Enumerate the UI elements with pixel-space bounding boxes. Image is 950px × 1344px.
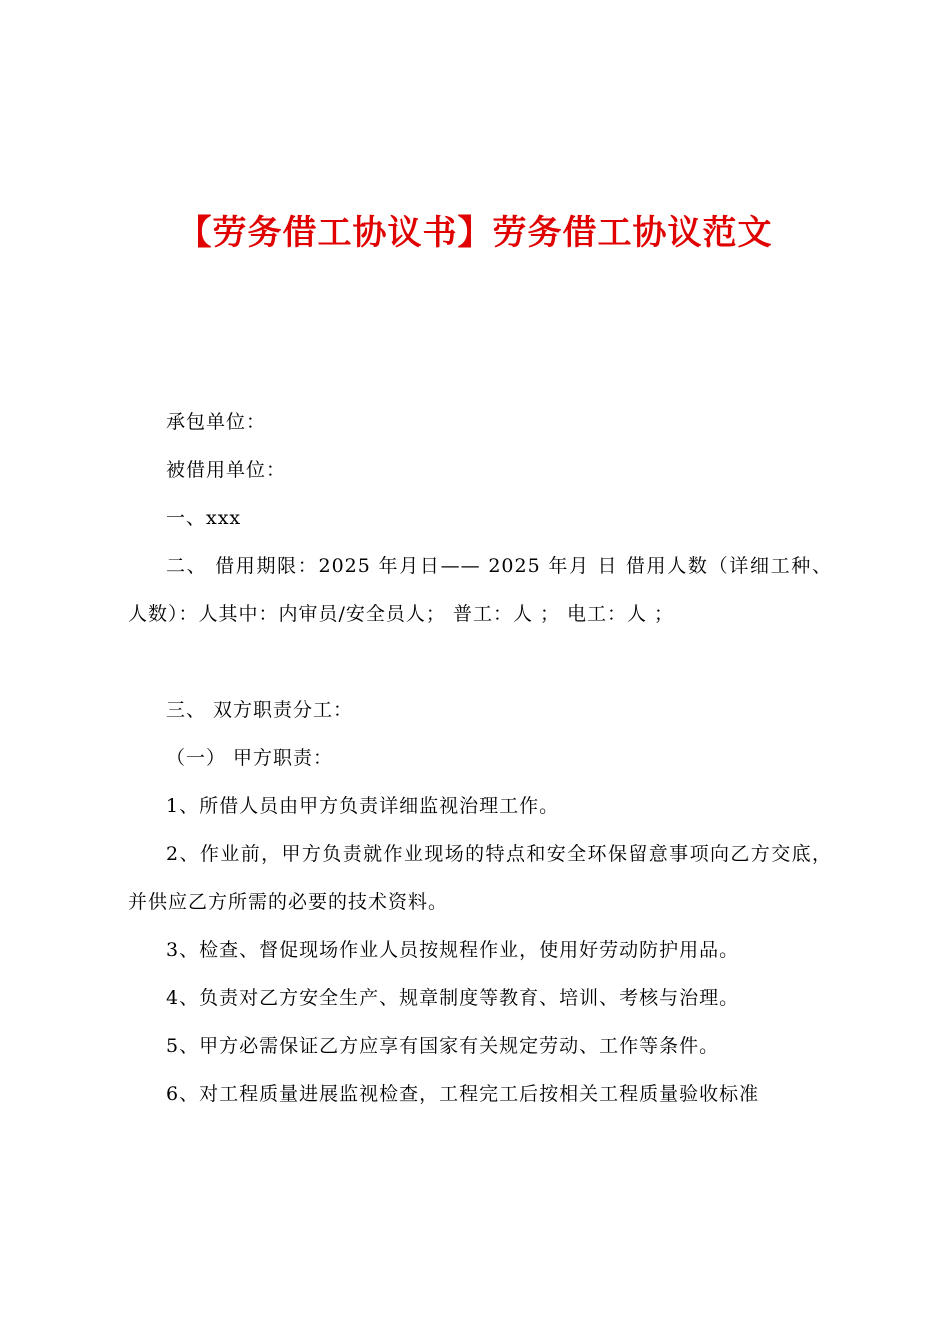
duty-item-5: 5、甲方必需保证乙方应享有国家有关规定劳动、工作等条件。 — [166, 1035, 720, 1057]
document-title: 【劳务借工协议书】劳务借工协议范文 — [177, 213, 773, 253]
document-body — [128, 398, 832, 1118]
party-a-duties-heading: （一） 甲方职责： — [166, 747, 334, 769]
duty-item-2: 2、作业前，甲方负责就作业现场的特点和安全环保留意事项向乙方交底，并供应乙方所需的必要的技术资料。 — [128, 843, 832, 913]
duty-item-3: 3、检查、督促现场作业人员按规程作业，使用好劳动防护用品。 — [166, 939, 740, 961]
section-one: 一、xxx — [166, 507, 242, 529]
borrowed-unit-line: 被借用单位： — [166, 459, 287, 481]
contractor-line: 承包单位： — [166, 411, 267, 433]
section-two-borrow-period: 二、 借用期限：2025 年月日—— 2025 年月 日 借用人数（详细工种、人数）：人其中：内审员/安全员人； 普工：人 ； 电工：人 ； — [128, 555, 832, 625]
section-three-heading: 三、 双方职责分工： — [166, 699, 354, 721]
paragraph-gap — [128, 638, 832, 686]
duty-item-1: 1、所借人员由甲方负责详细监视治理工作。 — [166, 795, 560, 817]
duty-item-6: 6、对工程质量进展监视检查，工程完工后按相关工程质量验收标准 — [166, 1083, 760, 1105]
duty-item-4: 4、负责对乙方安全生产、规章制度等教育、培训、考核与治理。 — [166, 987, 740, 1009]
